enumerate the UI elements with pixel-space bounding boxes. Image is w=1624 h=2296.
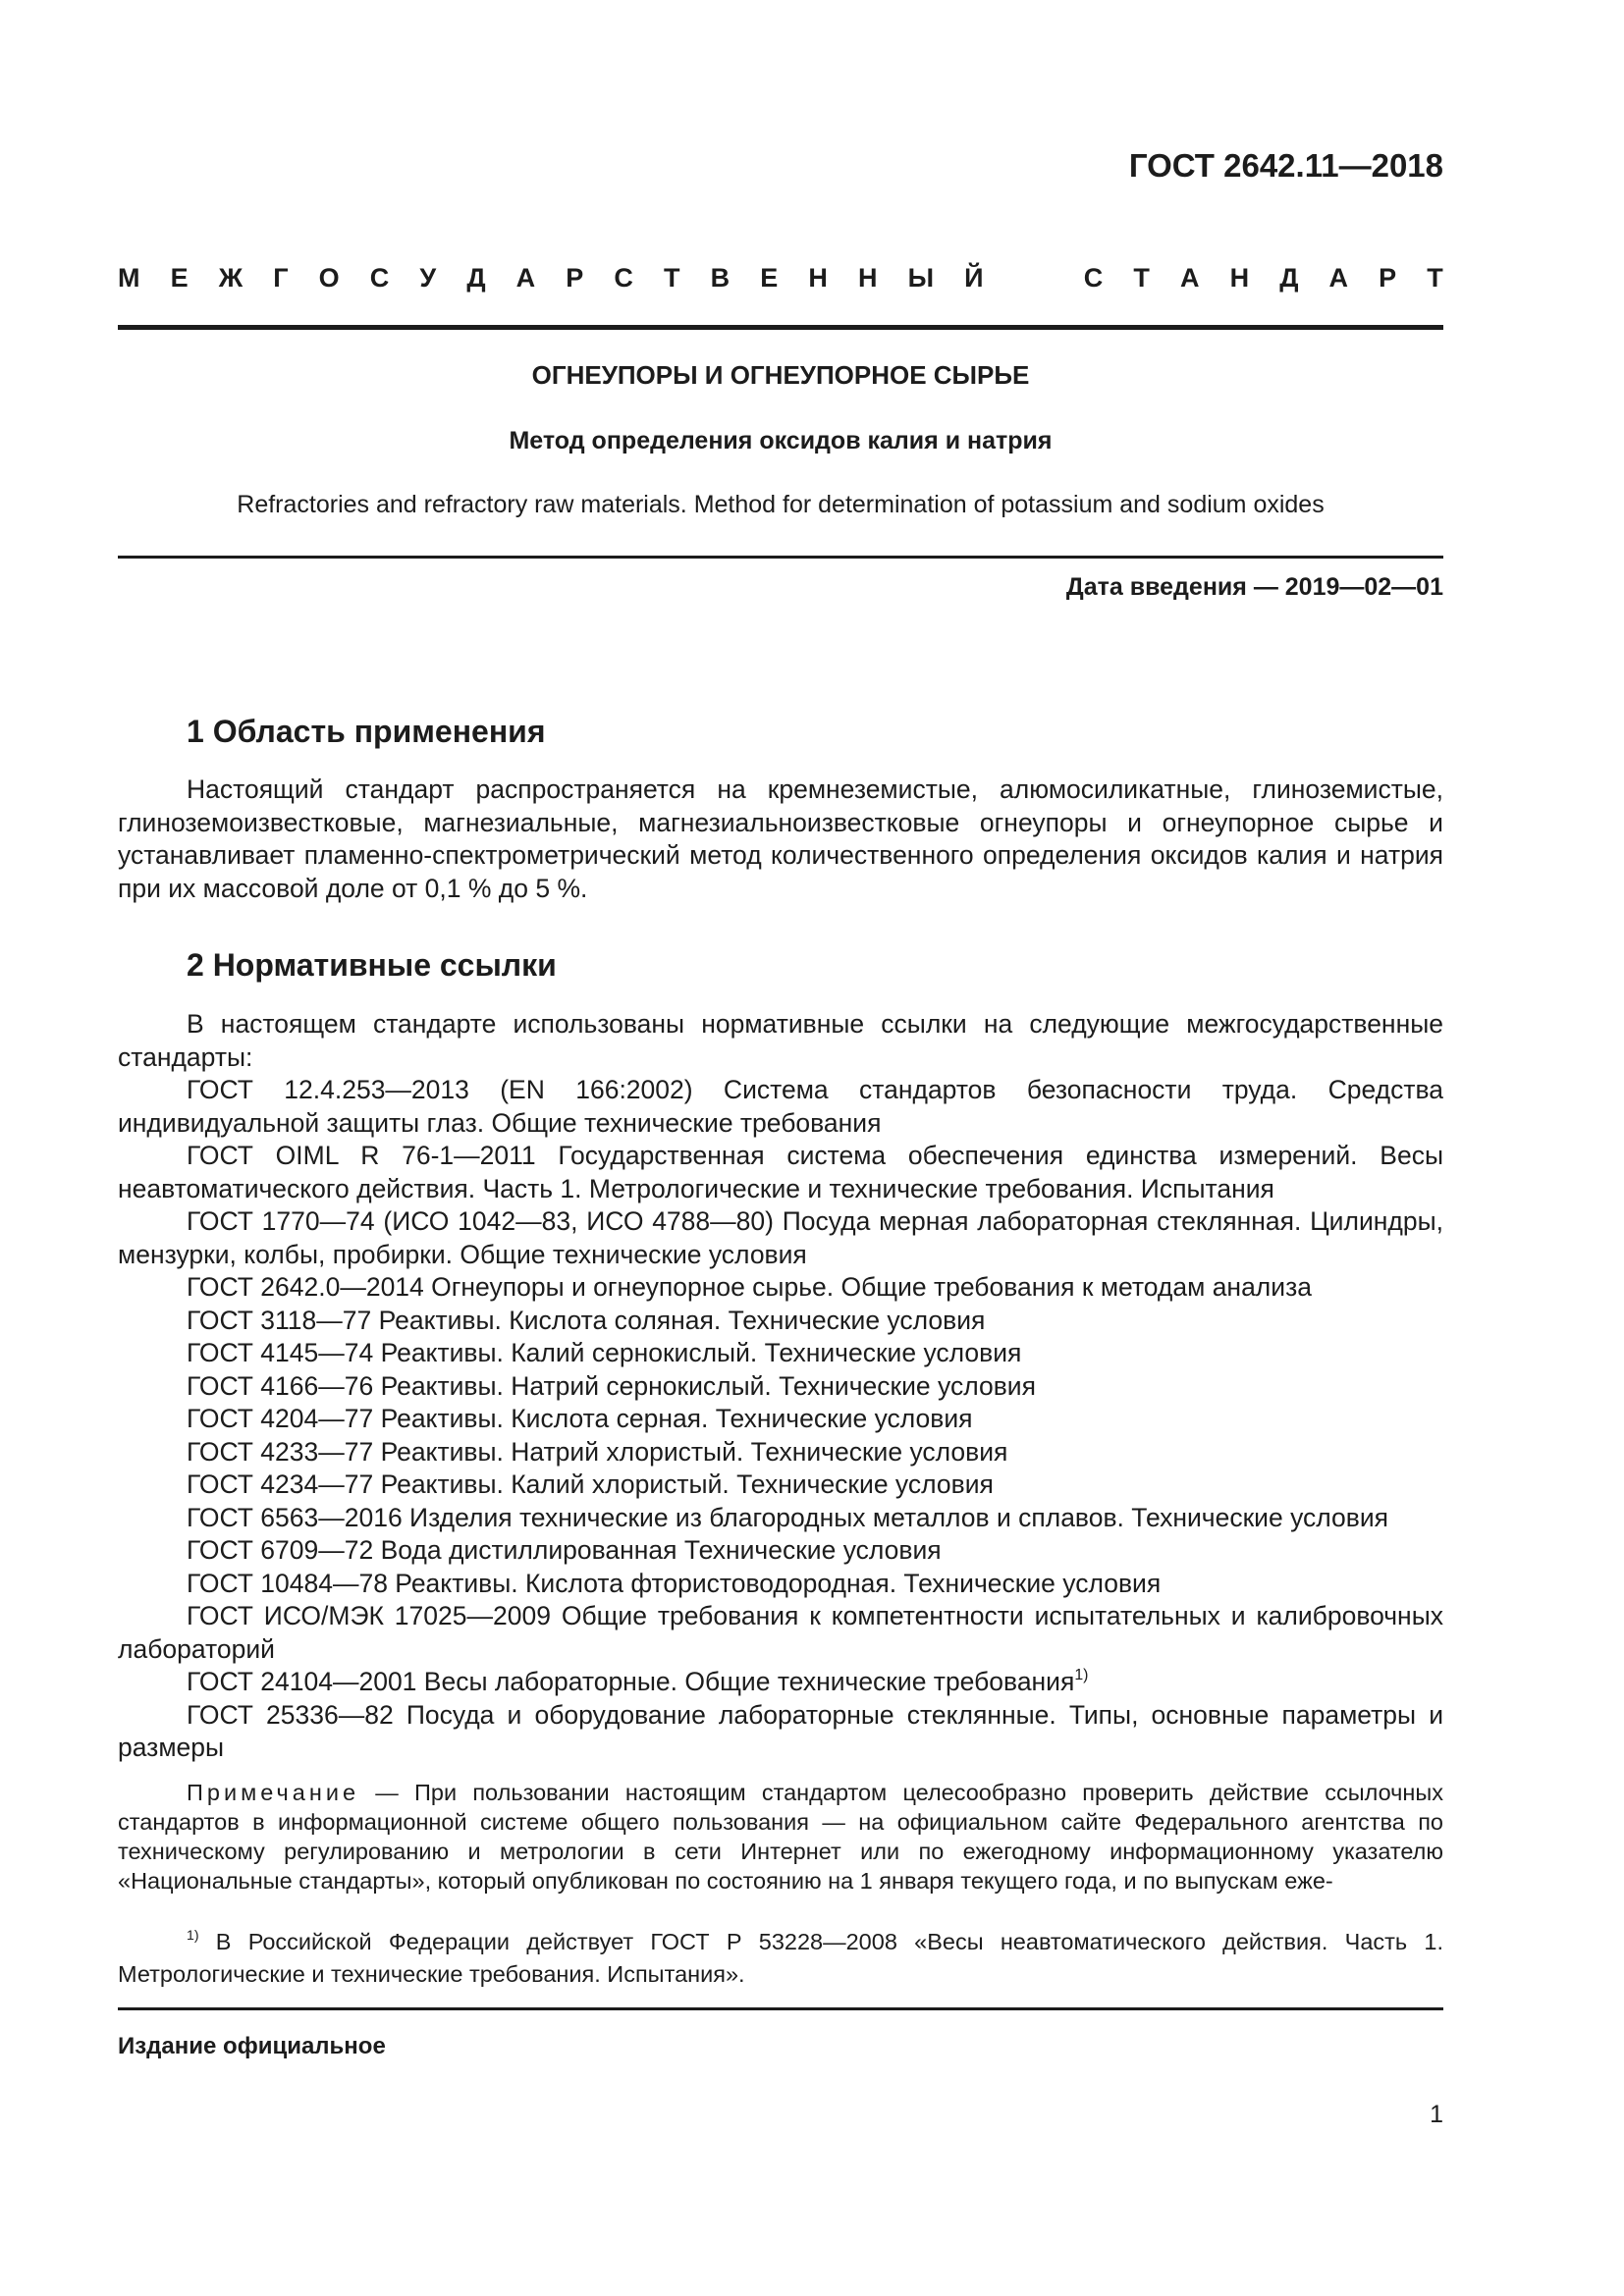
- reference-item: ГОСТ 3118—77 Реактивы. Кислота соляная. Технические условия: [187, 1305, 986, 1335]
- banner-letter: А: [1179, 263, 1200, 293]
- footer-rule: [118, 2007, 1443, 2010]
- title-rule: [118, 556, 1443, 559]
- reference-item: ГОСТ 4234—77 Реактивы. Калий хлористый. Технические условия: [187, 1469, 994, 1499]
- banner-letter: Ж: [218, 263, 244, 293]
- banner-letter: Р: [1379, 263, 1397, 293]
- reference-item: ГОСТ 4145—74 Реактивы. Калий сернокислый. Технические условия: [187, 1338, 1022, 1367]
- banner-letter: Р: [566, 263, 584, 293]
- reference-item: ГОСТ 10484—78 Реактивы. Кислота фтористоводородная. Технические условия: [187, 1568, 1162, 1598]
- references-list: [118, 1074, 1443, 1666]
- document-subtitle: Метод определения оксидов калия и натрия: [509, 427, 1053, 454]
- reference-item: ГОСТ 1770—74 (ИСО 1042—83, ИСО 4788—80) Посуда мерная лабораторная стеклянная. Цилиндры, мензурки, колбы, пробирки. Общие технические условия: [118, 1206, 1443, 1269]
- reference-item: ГОСТ 4166—76 Реактивы. Натрий сернокислый. Технические условия: [187, 1370, 1036, 1401]
- introduction-date: Дата введения — 2019—02—01: [1065, 573, 1443, 601]
- banner-letter: Г: [273, 263, 289, 293]
- footnote-marker: 1): [187, 1926, 199, 1943]
- banner-gap: [1014, 263, 1054, 294]
- interstate-standard-banner: [118, 263, 1443, 294]
- reference-item: ГОСТ 4233—77 Реактивы. Натрий хлористый. Технические условия: [187, 1436, 1008, 1467]
- reference-item: ГОСТ 25336—82 Посуда и оборудование лабораторные стеклянные. Типы, основные параметры и размеры: [118, 1699, 1443, 1762]
- banner-letter: Д: [1279, 263, 1299, 293]
- reference-item: ГОСТ 6563—2016 Изделия технические из благородных металлов и сплавов. Технические условия: [187, 1502, 1389, 1532]
- note-paragraph: [118, 1778, 1443, 1896]
- section-1-body: [118, 774, 1443, 905]
- reference-item: ГОСТ 24104—2001 Весы лабораторные. Общие технические требования$^{1)}$: [187, 1666, 1089, 1696]
- banner-letter: Е: [170, 263, 189, 293]
- section-2-body: [118, 1008, 1443, 1765]
- banner-letter: Й: [964, 263, 984, 293]
- banner-letter: Ы: [907, 263, 935, 293]
- reference-item: ГОСТ 4204—77 Реактивы. Кислота серная. Технические условия: [187, 1404, 973, 1433]
- banner-letter: У: [419, 263, 437, 293]
- reference-item: ГОСТ ИСО/МЭК 17025—2009 Общие требования к компетентности испытательных и калибровочных лабораторий: [118, 1601, 1443, 1664]
- note-label: Примечание: [187, 1780, 360, 1805]
- banner-letter: А: [515, 263, 536, 293]
- banner-letter: Д: [466, 263, 486, 293]
- banner-letter: Т: [1133, 263, 1150, 293]
- section-1-heading: 1 Область применения: [187, 714, 546, 749]
- banner-letter: М: [118, 263, 140, 293]
- header-rule: [118, 325, 1443, 330]
- section-2-heading: 2 Нормативные ссылки: [187, 947, 557, 983]
- banner-letter: А: [1328, 263, 1349, 293]
- official-edition-label: Издание официальное: [118, 2033, 386, 2059]
- banner-letter: Н: [808, 263, 828, 293]
- banner-letter: С: [1083, 263, 1104, 293]
- reference-item: ГОСТ 2642.0—2014 Огнеупоры и огнеупорное сырье. Общие требования к методам анализа: [187, 1272, 1312, 1302]
- footnote: [118, 1926, 1443, 1991]
- scope-paragraph: Настоящий стандарт распространяется на кремнеземистые, алюмосиликатные, глиноземистые, глиноземоизвестковые, магнезиальные, магнезиальноизвестковые огнеупоры и огнеупорное сырье и устанавливает пламенно-спектрометрический метод количественного определения оксидов калия и натрия при их массовой доле от 0,1 % до 5 %.: [118, 774, 1443, 903]
- note-text: — При пользовании настоящим стандартом целесообразно проверить действие ссылочных стандартов в информационной системе общего пользования — на официальном сайте Федерального агентства по техническому регулированию и метрологии в сети Интернет или по ежегодному информационному указателю «Национальные стандарты», который опубликован по состоянию на 1 января текущего года, и по выпускам еже-: [118, 1780, 1443, 1894]
- banner-letter: Т: [1427, 263, 1443, 293]
- reference-item: ГОСТ OIML R 76-1—2011 Государственная система обеспечения единства измерений. Весы неавтоматического действия. Часть 1. Метрологические и технические требования. Испытания: [118, 1141, 1443, 1203]
- banner-letter: Е: [760, 263, 779, 293]
- references-intro: В настоящем стандарте использованы нормативные ссылки на следующие межгосударственные стандарты:: [118, 1009, 1443, 1072]
- banner-letter: О: [318, 263, 340, 293]
- page-number: 1: [1430, 2101, 1443, 2128]
- banner-letter: В: [710, 263, 731, 293]
- banner-letter: С: [369, 263, 390, 293]
- document-number: ГОСТ 2642.11—2018: [1128, 147, 1443, 184]
- footnote-text: В Российской Федерации действует ГОСТ Р 53228—2008 «Весы неавтоматического действия. Часть 1. Метрологические и технические требования. Испытания».: [118, 1929, 1443, 1987]
- document-title: ОГНЕУПОРЫ И ОГНЕУПОРНОЕ СЫРЬЕ: [531, 360, 1030, 390]
- english-title: Refractories and refractory raw materials. Method for determination of potassium and sodium oxides: [237, 491, 1325, 518]
- banner-letter: Н: [857, 263, 878, 293]
- banner-letter: Н: [1229, 263, 1250, 293]
- reference-item: ГОСТ 6709—72 Вода дистиллированная Технические условия: [187, 1535, 942, 1565]
- banner-letter: С: [614, 263, 633, 293]
- reference-item: ГОСТ 12.4.253—2013 (EN 166:2002) Система стандартов безопасности труда. Средства индивидуальной защиты глаз. Общие технические требования: [118, 1075, 1443, 1138]
- banner-letter: Т: [664, 263, 680, 293]
- footnote-marker: 1): [1074, 1666, 1089, 1683]
